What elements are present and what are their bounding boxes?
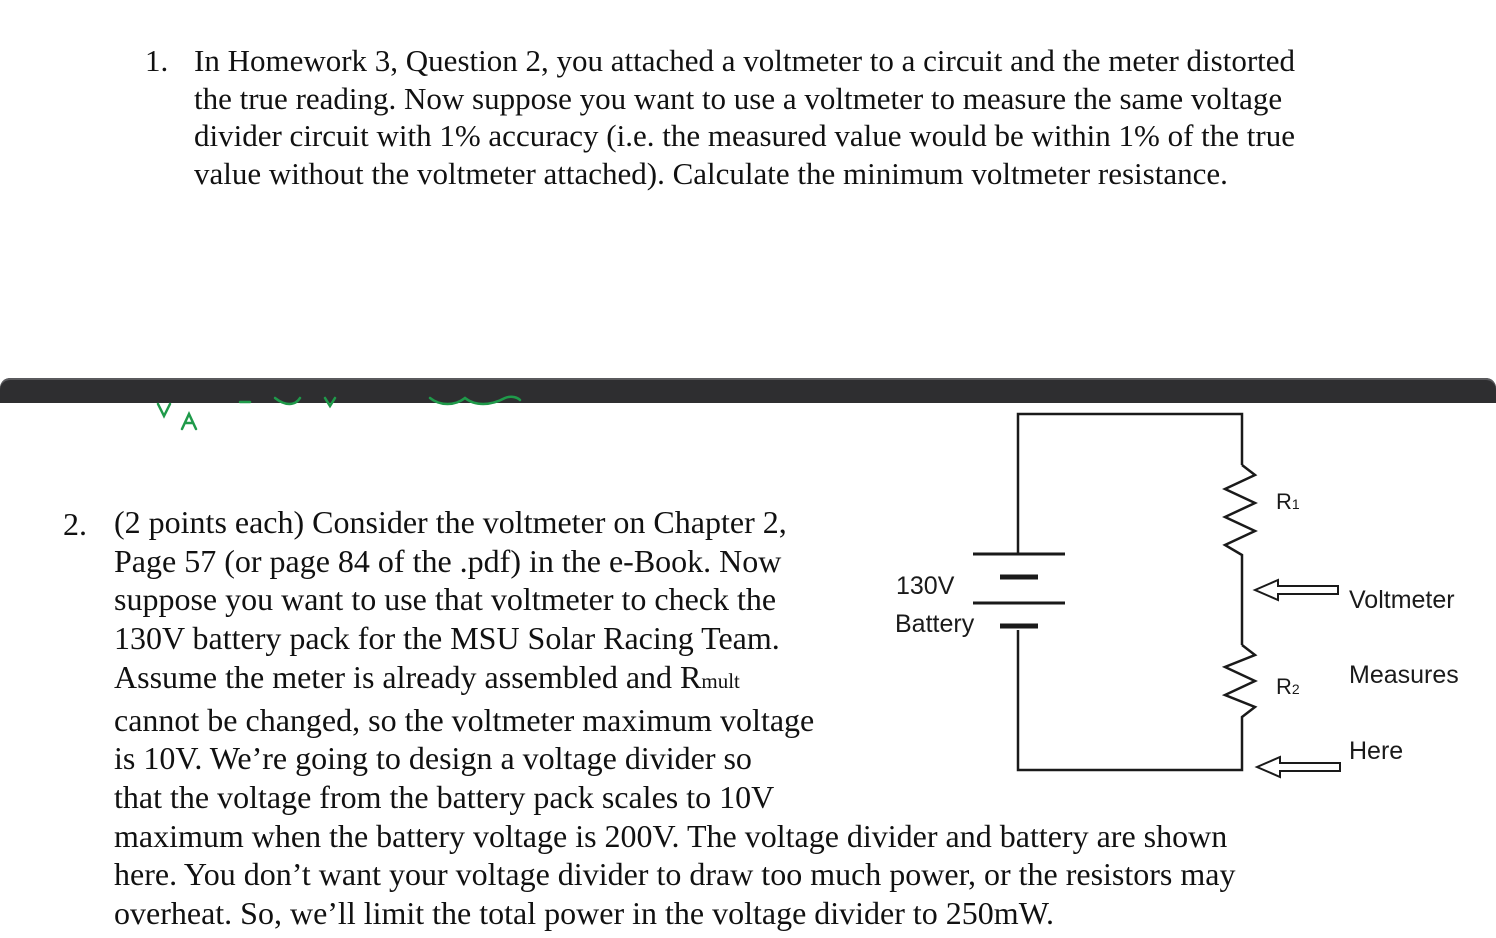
arrow-lower bbox=[1257, 757, 1340, 777]
battery-label: Battery bbox=[895, 610, 975, 638]
top-wire bbox=[1018, 414, 1242, 554]
question-2-number: 2. bbox=[63, 506, 87, 542]
arrow-upper bbox=[1255, 580, 1338, 600]
measures-label: Measures bbox=[1349, 661, 1459, 689]
resistor-r1 bbox=[1225, 465, 1255, 645]
r1-label: R1 bbox=[1276, 489, 1300, 514]
question-1-text bbox=[194, 42, 1375, 192]
question-2-line: overheat. So, we’ll limit the total power in the voltage divider to 250mW. bbox=[114, 895, 1054, 932]
question-2-line: 130V battery pack for the MSU Solar Racing Team. bbox=[114, 620, 780, 657]
question-2-line: cannot be changed, so the voltmeter maximum voltage bbox=[114, 701, 815, 738]
r2-label: R2 bbox=[1276, 674, 1300, 699]
question-2-line-text: Assume the meter is already assembled and R bbox=[114, 658, 702, 695]
question-1-line: divider circuit with 1% accuracy (i.e. the measured value would be within 1% of the true bbox=[194, 118, 1295, 153]
battery-voltage-label: 130V bbox=[896, 572, 955, 600]
handwritten-annotation bbox=[150, 392, 540, 437]
question-2-line: is 10V. We’re going to design a voltage divider so bbox=[114, 740, 752, 777]
previous-page bbox=[0, 0, 1496, 380]
rmult-subscript: mult bbox=[701, 668, 740, 693]
question-2-line: that the voltage from the battery pack scales to 10V bbox=[114, 778, 775, 815]
question-2-line: maximum when the battery voltage is 200V. The voltage divider and battery are shown bbox=[114, 817, 1228, 854]
question-1-line: In Homework 3, Question 2, you attached a voltmeter to a circuit and the meter distorted bbox=[194, 43, 1296, 78]
question-2-line: here. You don’t want your voltage divider to draw too much power, or the resistors may bbox=[114, 856, 1236, 893]
battery-symbol bbox=[973, 554, 1065, 626]
question-1-line: value without the voltmeter attached). Calculate the minimum voltmeter resistance. bbox=[194, 155, 1228, 191]
here-label: Here bbox=[1349, 737, 1404, 765]
question-2-line: (2 points each) Consider the voltmeter on Chapter 2, bbox=[114, 504, 787, 540]
question-1 bbox=[145, 42, 1375, 192]
resistor-r2 bbox=[1018, 630, 1255, 770]
question-1-number: 1. bbox=[145, 43, 169, 78]
question-2-line: Page 57 (or page 84 of the .pdf) in the e-Book. Now bbox=[114, 542, 782, 579]
question-2-line: suppose you want to use that voltmeter to check the bbox=[114, 581, 777, 618]
question-1-line: the true reading. Now suppose you want to use a voltmeter to measure the same voltage bbox=[194, 80, 1283, 116]
voltmeter-label: Voltmeter bbox=[1349, 586, 1455, 614]
